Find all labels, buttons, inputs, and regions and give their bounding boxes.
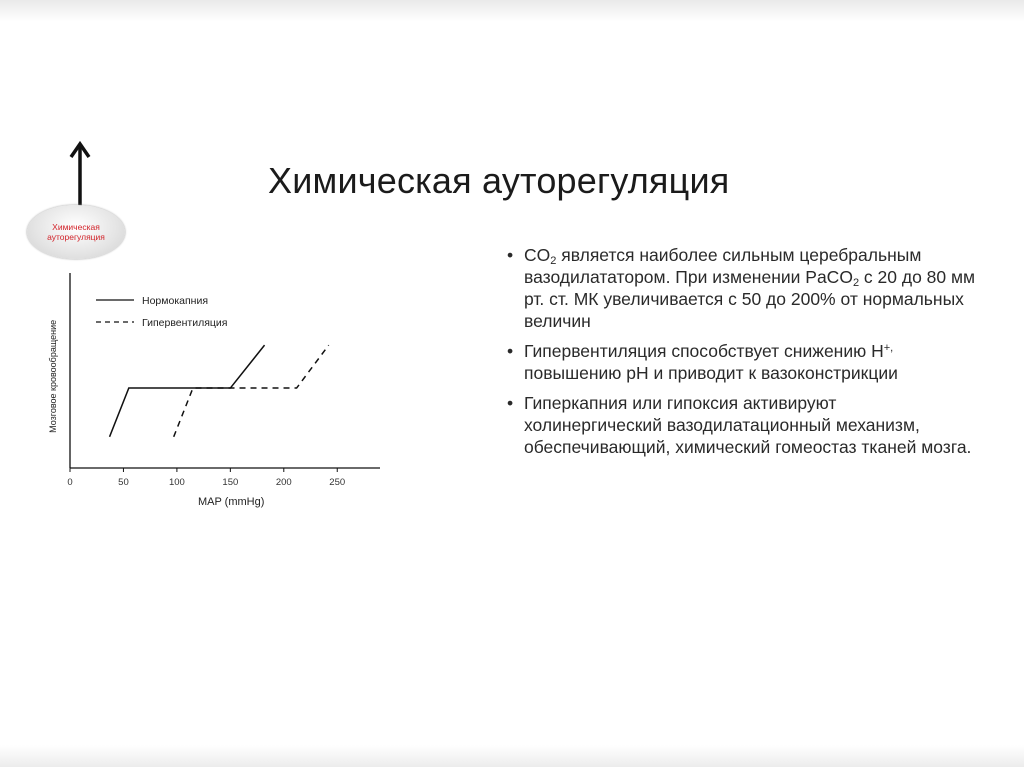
series-line-2 bbox=[174, 345, 329, 437]
badge-label: Химическая ауторегуляция bbox=[47, 222, 105, 242]
bullet-dot-icon: • bbox=[507, 341, 514, 361]
bullet-text: Гиперкапния или гипоксия активируют холинергический вазодилатационный механизм, обеспечивающий, химический гомеостаз тканей мозга. bbox=[524, 393, 972, 457]
bullet-item-hypercapnia bbox=[507, 392, 977, 458]
x-axis-label: MAP (mmHg) bbox=[197, 496, 265, 508]
bullet-dot-icon: • bbox=[507, 393, 514, 413]
x-tick-label: 150 bbox=[222, 477, 239, 488]
chart bbox=[30, 268, 410, 518]
y-axis-label: Мозговое кровообращение bbox=[48, 319, 58, 433]
bullet-item-hyperventilation bbox=[507, 340, 977, 384]
superscript: +, bbox=[883, 342, 894, 354]
bullet-text: повышению pH и приводит к вазоконстрикции bbox=[524, 363, 898, 383]
up-arrow-icon bbox=[60, 140, 100, 210]
series-line-1 bbox=[110, 345, 265, 437]
badge-chemical-autoregulation bbox=[27, 205, 125, 259]
subscript: 2 bbox=[852, 277, 860, 289]
slide-title: Химическая ауторегуляция bbox=[268, 160, 730, 201]
legend-label-2: Гипервентиляция bbox=[142, 317, 228, 329]
bullet-text: CO bbox=[524, 245, 551, 265]
chart-svg bbox=[30, 268, 410, 518]
legend-label-1: Нормокапния bbox=[142, 295, 209, 307]
bullet-text: с 20 до 80 мм рт. ст. МК увеличивается с 50 до 200% от нормальных величин bbox=[524, 267, 976, 331]
bullet-text: является наиболее сильным церебральным вазодилататором. При изменении PaCO bbox=[524, 245, 922, 287]
subscript: 2 bbox=[550, 255, 557, 267]
bullet-item-co2 bbox=[507, 244, 977, 332]
x-tick-label: 250 bbox=[329, 477, 346, 488]
x-tick-label: 200 bbox=[275, 477, 292, 488]
bullet-dot-icon: • bbox=[507, 245, 514, 265]
bullet-list bbox=[507, 244, 977, 466]
x-tick-label: 50 bbox=[118, 477, 129, 488]
x-tick-label: 100 bbox=[168, 477, 185, 488]
x-tick-label: 0 bbox=[67, 477, 73, 488]
bullet-text: Гипервентиляция способствует снижению H bbox=[524, 341, 884, 361]
